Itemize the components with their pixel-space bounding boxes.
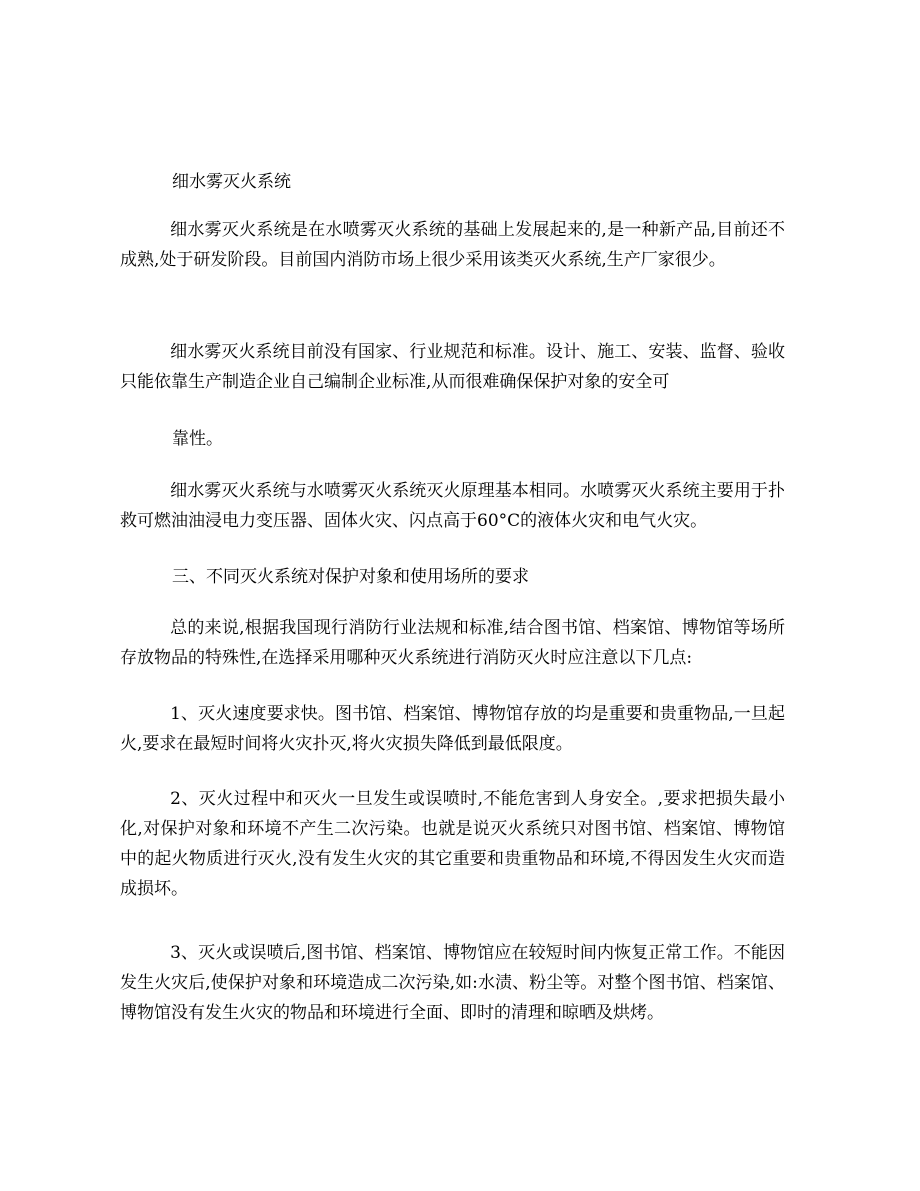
paragraph-standards: 细水雾灭火系统目前没有国家、行业规范和标准。设计、施工、安装、监督、验收只能依靠生产制造企业自己编制企业标准,从而很难确保保护对象的安全可 (120, 342, 785, 392)
paragraph-point-2: 2、灭火过程中和灭火一旦发生或误喷时,不能危害到人身安全。,要求把损失最小化,对保护对象和环境不产生二次污染。也就是说灭火系统只对图书馆、档案馆、博物馆中的起火物质进行灭火,没有发生火灾的其它重要和贵重物品和环境,不得因发生火灾而造成损坏。 (120, 789, 785, 899)
paragraph-point-1: 1、灭火速度要求快。图书馆、档案馆、博物馆存放的均是重要和贵重物品,一旦起火,要求在最短时间将火灾扑灭,将火灾损失降低到最低限度。 (120, 704, 785, 754)
paragraph-intro: 细水雾灭火系统是在水喷雾灭火系统的基础上发展起来的,是一种新产品,目前还不成熟,处于研发阶段。目前国内消防市场上很少采用该类灭火系统,生产厂家很少。 (120, 220, 785, 270)
paragraph-overview: 总的来说,根据我国现行消防行业法规和标准,结合图书馆、档案馆、博物馆等场所存放物品的特殊性,在选择采用哪种灭火系统进行消防灭火时应注意以下几点: (120, 618, 785, 668)
paragraph-principle: 细水雾灭火系统与水喷雾灭火系统灭火原理基本相同。水喷雾灭火系统主要用于扑救可燃油油浸电力变压器、固体火灾、闪点高于60°C的液体火灾和电气火灾。 (120, 481, 785, 531)
paragraph-point-3: 3、灭火或误喷后,图书馆、档案馆、博物馆应在较短时间内恢复正常工作。不能因发生火灾后,使保护对象和环境造成二次污染,如:水渍、粉尘等。对整个图书馆、档案馆、博物馆没有发生火灾的物品和环境进行全面、即时的清理和晾晒及烘烤。 (120, 943, 785, 1023)
paragraph-standards-continued: 靠性。 (172, 429, 223, 449)
section-heading-requirements: 三、不同灭火系统对保护对象和使用场所的要求 (172, 567, 529, 587)
document-heading: 细水雾灭火系统 (172, 172, 291, 192)
